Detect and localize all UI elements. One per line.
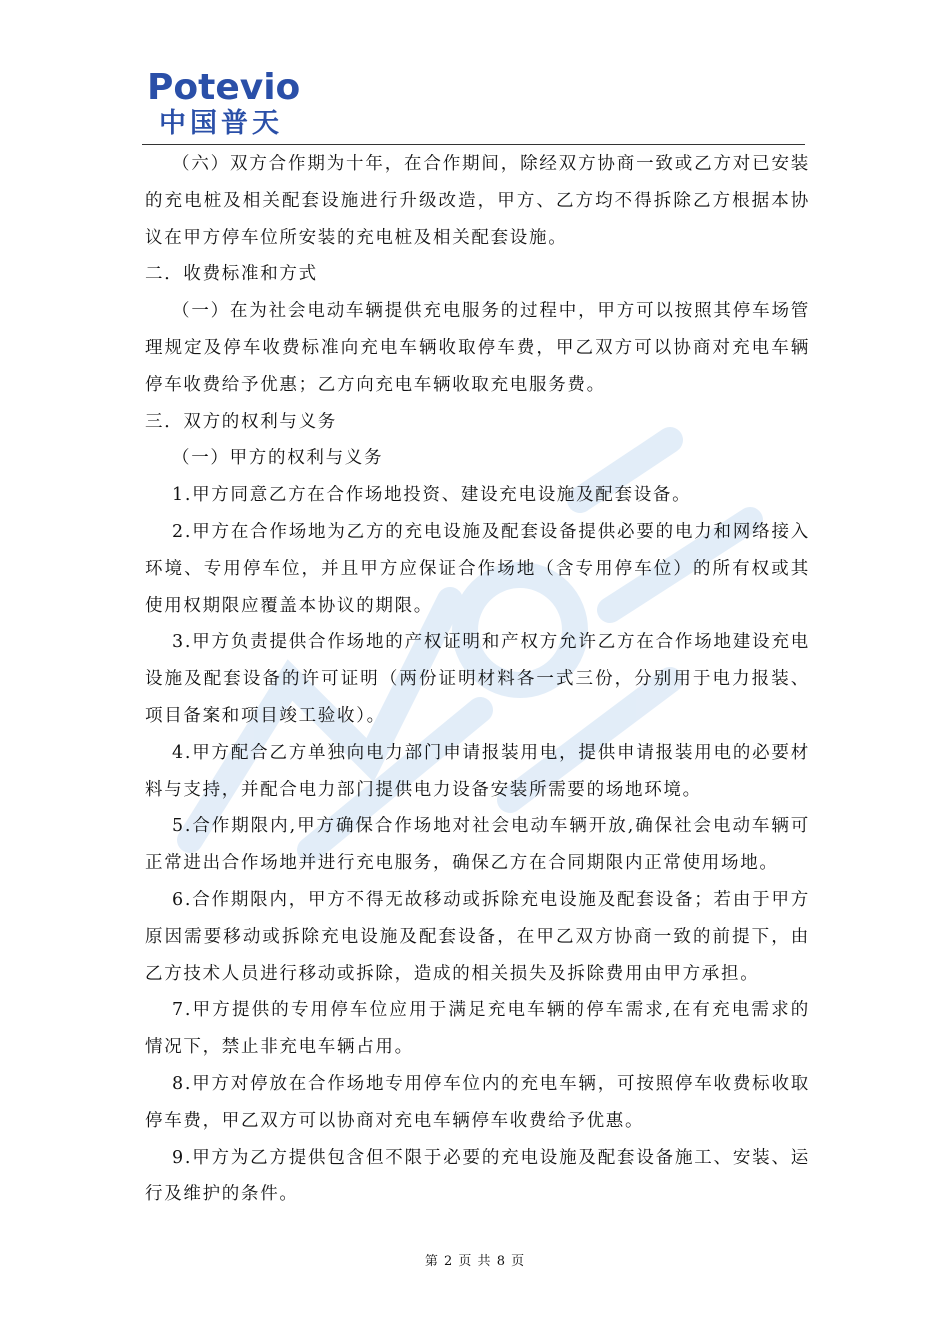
clause-paragraph: 7.甲方提供的专用停车位应用于满足充电车辆的停车需求,在有充电需求的情况下，禁止非充电车辆占用。 (145, 1000, 810, 1058)
clause-paragraph: 6.合作期限内，甲方不得无故移动或拆除充电设施及配套设备；若由于甲方原因需要移动或拆除充电设施及配套设备，在甲乙双方协商一致的前提下，由乙方技术人员进行移动或拆除，造成的相关损失及拆除费用由甲方承担。 (145, 889, 810, 984)
clause-paragraph: （一）在为社会电动车辆提供充电服务的过程中，甲方可以按照其停车场管理规定及停车收费标准向充电车辆收取停车费，甲乙双方可以协商对充电车辆停车收费给予优惠；乙方向充电车辆收取充电服务费。 (145, 301, 810, 395)
clause-paragraph: 5.合作期限内,甲方确保合作场地对社会电动车辆开放,确保社会电动车辆可正常进出合作场地并进行充电服务，确保乙方在合同期限内正常使用场地。 (145, 816, 810, 874)
logo-wordmark: Potevio (147, 67, 301, 108)
clause-paragraph: 1.甲方同意乙方在合作场地投资、建设充电设施及配套设备。 (172, 485, 692, 506)
clause-paragraph: （六）双方合作期为十年，在合作期间，除经双方协商一致或乙方对已安装的充电桩及相关配套设施进行升级改造，甲方、乙方均不得拆除乙方根据本协议在甲方停车位所安装的充电桩及相关配套设施。 (145, 154, 810, 248)
subsection-heading: （一）甲方的权利与义务 (172, 448, 384, 469)
clause-paragraph: 9.甲方为乙方提供包含但不限于必要的充电设施及配套设备施工、安装、运行及维护的条件。 (145, 1147, 810, 1205)
clause-paragraph: 2.甲方在合作场地为乙方的充电设施及配套设备提供必要的电力和网络接入环境、专用停车位，并且甲方应保证合作场地（含专用停车位）的所有权或其使用权期限应覆盖本协议的期限。 (145, 521, 810, 616)
clause-paragraph: 4.甲方配合乙方单独向电力部门申请报装用电，提供申请报装用电的必要材料与支持，并配合电力部门提供电力设备安装所需要的场地环境。 (145, 742, 810, 800)
header-divider (142, 144, 805, 145)
section-heading: 二．收费标准和方式 (145, 264, 318, 285)
clause-paragraph: 3.甲方负责提供合作场地的产权证明和产权方允许乙方在合作场地建设充电设施及配套设备的许可证明（两份证明材料各一式三份，分别用于电力报装、项目备案和项目竣工验收）。 (145, 632, 810, 726)
document-body (145, 146, 810, 1213)
page-number: 第 2 页 共 8 页 (424, 1254, 526, 1269)
potevio-logo (147, 67, 301, 140)
clause-paragraph: 8.甲方对停放在合作场地专用停车位内的充电车辆，可按照停车收费标收取停车费，甲乙双方可以协商对充电车辆停车收费给予优惠。 (145, 1073, 810, 1131)
logo-chinese-name: 中国普天 (159, 108, 283, 139)
section-heading: 三．双方的权利与义务 (145, 411, 337, 432)
